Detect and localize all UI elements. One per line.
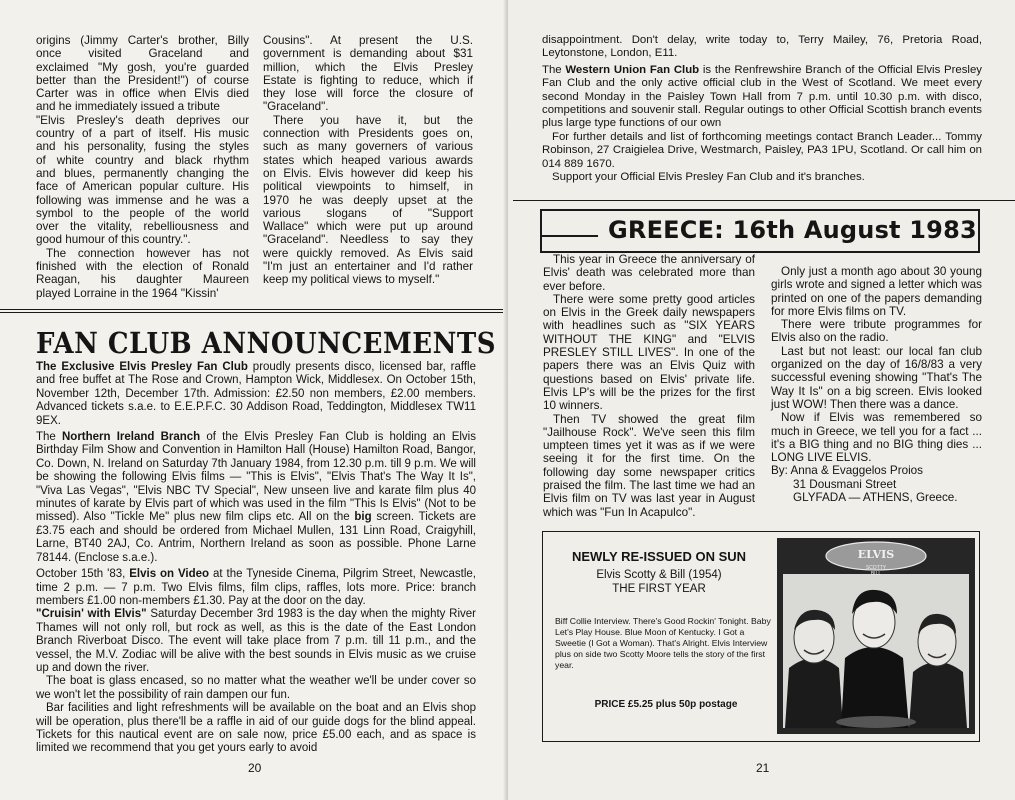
cover-logo-sub2: BILL [870, 571, 882, 577]
article-line: "I'm just an entertainer and I'd rather [263, 260, 473, 274]
article-line: such as many governers of various [263, 140, 473, 154]
article-line: There you have it, but the [273, 113, 473, 127]
article-line: they lose will force the closure of [263, 87, 473, 101]
greece-column-2 [771, 265, 982, 504]
announcements-body [36, 361, 476, 756]
fan-club-heading: FAN CLUB ANNOUNCEMENTS [36, 327, 496, 361]
byline: By: Anna & Evaggelos Proios [771, 464, 924, 478]
article-line: and his personality, fusing the styles [36, 140, 249, 154]
article-column-2 [263, 34, 473, 287]
greece-paragraph: There were tribute programmes for Elvis also on the radio. [771, 318, 982, 345]
announcement-cruisin: "Cruisin' with Elvis" Saturday December 3rd 1983 is the day when the mighty River Thames will not only roll, but rock as well, as this is the date of the East London Branch Riverboat Disco. The event will take place from 7 p.m. till 11 p.m., and the vessel, the M.V. Zodiac will be alive with the best sounds in Elvis music as we cruise up and down the river. [36, 608, 476, 674]
article-line: "Graceland". [263, 100, 329, 114]
article-line: good humour of this country.". [36, 233, 191, 247]
article-line: The connection however has not [46, 246, 249, 260]
article-line: symbol to the people of the world [36, 206, 249, 220]
address-street: 31 Dousmani Street [793, 477, 897, 491]
greece-column-1 [543, 253, 755, 519]
right-section-divider [513, 200, 1015, 201]
article-line: Estate is fighting to reduce, which if [263, 73, 473, 87]
article-line: of white country and black rhythm [36, 153, 249, 167]
article-line: "Elvis Presley's death deprives our [36, 113, 249, 127]
greece-heading: GREECE: 16th August 1983 [608, 216, 977, 244]
article-line: Wallace" which were put up around [263, 220, 473, 234]
ad-album-title: THE FIRST YEAR [612, 583, 706, 595]
article-line: 1970 he was deeply upset at the [263, 193, 473, 207]
article-line: government is demanding about $31 [263, 47, 473, 61]
right-top-text [542, 34, 982, 184]
announcement-bar: Bar facilities and light refreshments will be available on the boat and an Elvis shop will be operation, plus there'll be a raffle in aid of our guide dogs for the blind appeal. Tickets for this nautical event are on sale now, price £5.00 each, and as space is limited we recommend that you get yours early to avoid [36, 702, 476, 755]
section-divider [0, 309, 503, 313]
announcement-exclusive-fan-club: The Exclusive Elvis Presley Fan Club proudly presents disco, licensed bar, raffle and free buffet at The Rose and Crown, Hampton Wick, Middlesex. On October 15th, November 12th, December 17th. Admission: £2.50 non members, £2.00 members. Advanced tickets s.a.e. to E.E.P.F.C. 30 Addison Road, Teddington, Middlesex TW11 9EX. [36, 361, 476, 427]
article-line: played Lorraine in the 1964 "Kissin' [36, 286, 219, 300]
greece-heading-box [540, 209, 980, 253]
album-cover-image [777, 538, 975, 734]
article-line: finished with the election of Ronald [36, 260, 249, 274]
article-line: Carter was in office when Elvis died [36, 87, 249, 101]
greece-paragraph: There were some pretty good articles on Elvis in the Greek daily newspapers with headlines such as "SIX YEARS WITHOUT THE KING" and "ELVIS PRESLEY STILL LIVES". In one of the papers there was an Elvis Quiz with questions based on Elvis' private life. Elvis LP's will be the prizes for the first 10 winners. [543, 292, 755, 413]
cover-logo-sub1: SCOTTY [865, 565, 887, 571]
left-page [0, 0, 507, 800]
address-city: GLYFADA — ATHENS, Greece. [793, 491, 958, 505]
article-line: once visited Graceland and [36, 47, 249, 61]
album-cover-illustration [777, 538, 975, 734]
sun-reissue-advert [542, 531, 980, 742]
article-column-1 [36, 34, 249, 300]
article-line: better than the President!") of course [36, 73, 249, 87]
greece-paragraph: Now if Elvis was remembered so much in Greece, we tell you for a fact ... it's a BIG thing and no BIG thing dies ... LONG LIVE ELVIS. [771, 411, 982, 465]
article-line: country of a part of itself. His music [36, 127, 249, 141]
article-line: states which heaped various awards [263, 153, 473, 167]
article-line: and blues, permanently changing the [36, 166, 249, 180]
ad-headline: NEWLY RE-ISSUED ON SUN [571, 549, 747, 564]
article-line: Cousins". At present the U.S. [263, 34, 473, 47]
ad-description: Biff Collie Interview. There's Good Rockin' Tonight. Baby Let's Play House. Blue Moon of Kentucky. I Got a Sweetie (I Got a Woman). That's Alright. Elvis Interview plus on side two Scotty Moore tells the story of the first year. [555, 616, 771, 670]
article-line: origins (Jimmy Carter's brother, Billy [36, 34, 249, 47]
article-line: over the vitality, rebelliousness and [36, 220, 249, 234]
terry-mailey-paragraph: disappointment. Don't delay, write today to, Terry Mailey, 76, Pretoria Road, Leytonstone, London, E11. [542, 34, 982, 60]
article-line: keep my political views to myself." [263, 273, 440, 287]
ad-price: PRICE £5.25 plus 50p postage [594, 699, 738, 710]
article-line: million, which the Elvis Presley [263, 60, 473, 74]
article-line: exclaimed "My gosh, you're guarded [36, 60, 249, 74]
greece-paragraph: Last but not least: our local fan club organized on the day of 16/8/83 a very successful evening showing "That's The Way It Is" on a big screen. Elvis looked just WOW! Then there was a dance. [771, 344, 982, 411]
announcement-northern-ireland: The Northern Ireland Branch of the Elvis Presley Fan Club is holding an Elvis Birthday Film Show and Convention in Hamilton Hall (House) Hamilton Road, Bangor, Co. Down, N. Ireland on Saturday 7th January 1984, from 12.30 p.m. till 9 p.m. We will be showing the following Elvis films — "This is Elvis", "Elvis That's The Way It Is", "Viva Las Vegas", "Elvis NBC TV Special", New unseen live and karate film plus 40 minutes of karate by Elvis part of which was used in the film "This Is Elvis" (Not to be missed). Also "Tickle Me" plus new film clips etc. All on the big screen. Tickets are £3.75 each and should be ordered from Michael Mullen, 131 Linn Road, Craigyhill, Larne, BT40 2AJ, Co. Antrim, Northern Ireland as soon as possible. Phone Larne 78144. (Enclose s.a.e.). [36, 431, 476, 564]
ad-subtitle: Elvis Scotty & Bill (1954) [596, 569, 722, 581]
announcement-boat: The boat is glass encased, so no matter what the weather we'll be under cover so we won't let the possibility of rain dampen our fun. [36, 675, 476, 701]
contact-paragraph: For further details and list of forthcoming meetings contact Branch Leader... Tommy Robinson, 27 Craigielea Drive, Westmarch, Paisley, PA3 1PU, Scotland. Or call him on 014 889 1670. [542, 130, 982, 170]
western-union-paragraph: The Western Union Fan Club is the Renfrewshire Branch of the Official Elvis Presley Fan Club and the only active official club in the West of Scotland. We meet every second Monday in the Paisley Town Hall from 7 p.m. until 10.30 p.m. with disco, competitions and souvenir stall. Regular outings to other Official Scottish branch events plus large type functions of our own [542, 63, 982, 130]
support-paragraph: Support your Official Elvis Presley Fan Club and it's branches. [552, 171, 865, 184]
greece-paragraph: This year in Greece the anniversary of Elvis' death was celebrated more than ever before. [543, 253, 755, 293]
article-line: "Graceland". Needless to say they [263, 233, 473, 247]
heading-box-rule [542, 235, 598, 237]
article-line: political viewpoints to himself, in [263, 180, 473, 194]
article-line: and he immediately issued a tribute [36, 100, 220, 114]
article-line: were quickly removed. As Elvis said [263, 246, 473, 260]
article-line: Reagan, his daughter Maureen [36, 273, 249, 287]
page-number-left: 20 [248, 761, 262, 775]
article-line: various slogans of "Support [263, 206, 473, 220]
article-line: connection with Presidents goes on, [263, 127, 473, 141]
article-line: on Elvis. Elvis however did keep his [263, 166, 473, 180]
page-number-right: 21 [756, 761, 770, 775]
cover-logo-text: ELVIS [857, 548, 895, 561]
greece-paragraph: Then TV showed the great film "Jailhouse Rock". We've seen this film umpteen times yet it was as if we were seeing it for the first time. On the following day some newspaper critics praised the film. The last time we had an Elvis film on TV was last year in August which was "Fun In Acapulco". [543, 412, 755, 519]
article-line: face of American popular culture. His [36, 180, 249, 194]
announcement-elvis-on-video: October 15th '83, Elvis on Video at the Tyneside Cinema, Pilgrim Street, Newcastle, time 2 p.m. — 7 p.m. Two Elvis films, film clips, raffles, lots more. Price: branch members £1.00 non-members £1.30. Pay at the door on the day. [36, 568, 476, 607]
greece-paragraph: Only just a month ago about 30 young girls wrote and signed a letter which was printed on one of the papers demanding for more Elvis films on TV. [771, 265, 982, 318]
article-line: following was immense and he was a [36, 193, 249, 207]
